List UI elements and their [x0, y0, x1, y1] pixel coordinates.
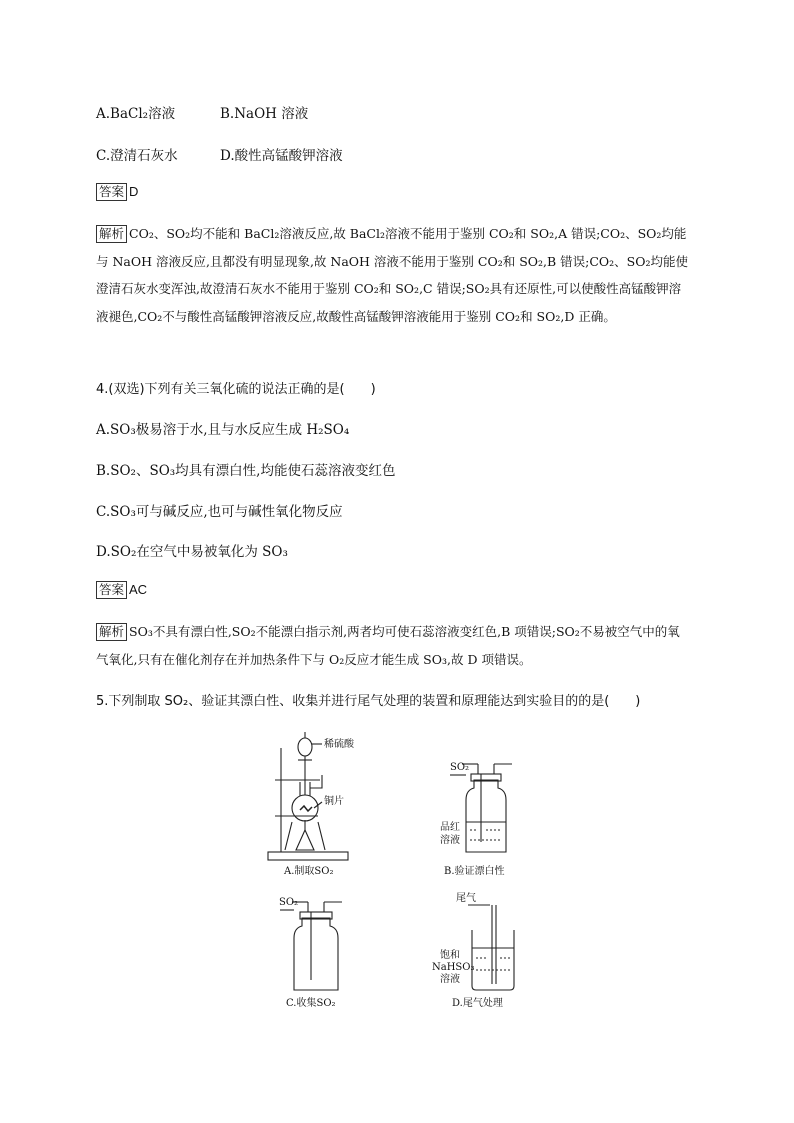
- option-c: C.澄清石灰水: [96, 148, 178, 164]
- q4-option-a: A.SO₃极易溶于水,且与水反应生成 H₂SO₄: [96, 422, 350, 438]
- explanation-text: CO₂、SO₂均不能和 BaCl₂溶液反应,故 BaCl₂溶液不能用于鉴别 CO₂和 SO₂,A 错误;CO₂、SO₂均能与 NaOH 溶液反应,且都没有明显现象,故 NaOH 溶液不能用于鉴别 CO₂和 SO₂,B 错误;CO₂、SO₂均能使澄清石灰水变浑浊,故澄清石灰水不能用于鉴别 CO₂和 SO₂,C 错误;SO₂具有还原性,可以使酸性高锰酸钾溶液褪色,CO₂不与酸性高锰酸钾溶液反应,故酸性高锰酸钾溶液能用于鉴别 CO₂和 SO₂,D 正确。: [96, 226, 688, 324]
- answer-value: AC: [129, 582, 148, 597]
- explanation-text: SO₃不具有漂白性,SO₂不能漂白指示剂,两者均可使石蕊溶液变红色,B 项错误;SO₂不易被空气中的氧气氧化,只有在催化剂存在并加热条件下与 O₂反应才能生成 SO₃,故 D 项错误。: [96, 624, 680, 667]
- label-b-gas: SO₂: [450, 762, 470, 773]
- answer-value: D: [129, 184, 139, 199]
- label-c-gas: SO₂: [279, 897, 299, 908]
- q4-option-c: C.SO₃可与碱反应,也可与碱性氧化物反应: [96, 504, 343, 520]
- option-b: B.NaOH 溶液: [220, 106, 309, 122]
- explanation-tag: 解析: [96, 225, 127, 243]
- label-d-liquid-2: NaHSO₃: [432, 962, 475, 973]
- explanation-tag: 解析: [96, 623, 127, 641]
- caption-b: B.验证漂白性: [444, 866, 505, 877]
- option-d: D.酸性高锰酸钾溶液: [220, 148, 343, 164]
- q4-option-d: D.SO₂在空气中易被氧化为 SO₃: [96, 544, 288, 560]
- apparatus-c-bottle: [280, 902, 342, 990]
- caption-d: D.尾气处理: [452, 998, 503, 1009]
- label-d-liquid-3: 溶液: [440, 974, 460, 985]
- option-a: A.BaCl₂溶液: [96, 106, 176, 122]
- label-a-solid: 铜片: [324, 796, 344, 807]
- label-a-reagent: 稀硫酸: [324, 739, 354, 750]
- question-5-stem: 5.下列制取 SO₂、验证其漂白性、收集并进行尾气处理的装置和原理能达到实验目的的是( ): [96, 694, 641, 709]
- answer-tag: 答案: [96, 581, 127, 599]
- label-b-liquid-2: 溶液: [440, 835, 460, 846]
- apparatus-d-beaker: [468, 905, 514, 990]
- label-b-liquid-1: 品红: [440, 822, 460, 833]
- question-4-stem: 4.(双选)下列有关三氧化硫的说法正确的是( ): [96, 382, 376, 397]
- label-d-gas: 尾气: [456, 893, 476, 904]
- q4-option-b: B.SO₂、SO₃均具有漂白性,均能使石蕊溶液变红色: [96, 463, 396, 479]
- caption-a: A.制取SO₂: [284, 866, 334, 877]
- answer-tag: 答案: [96, 183, 127, 201]
- caption-c: C.收集SO₂: [286, 998, 336, 1009]
- label-d-liquid-1: 饱和: [440, 950, 460, 961]
